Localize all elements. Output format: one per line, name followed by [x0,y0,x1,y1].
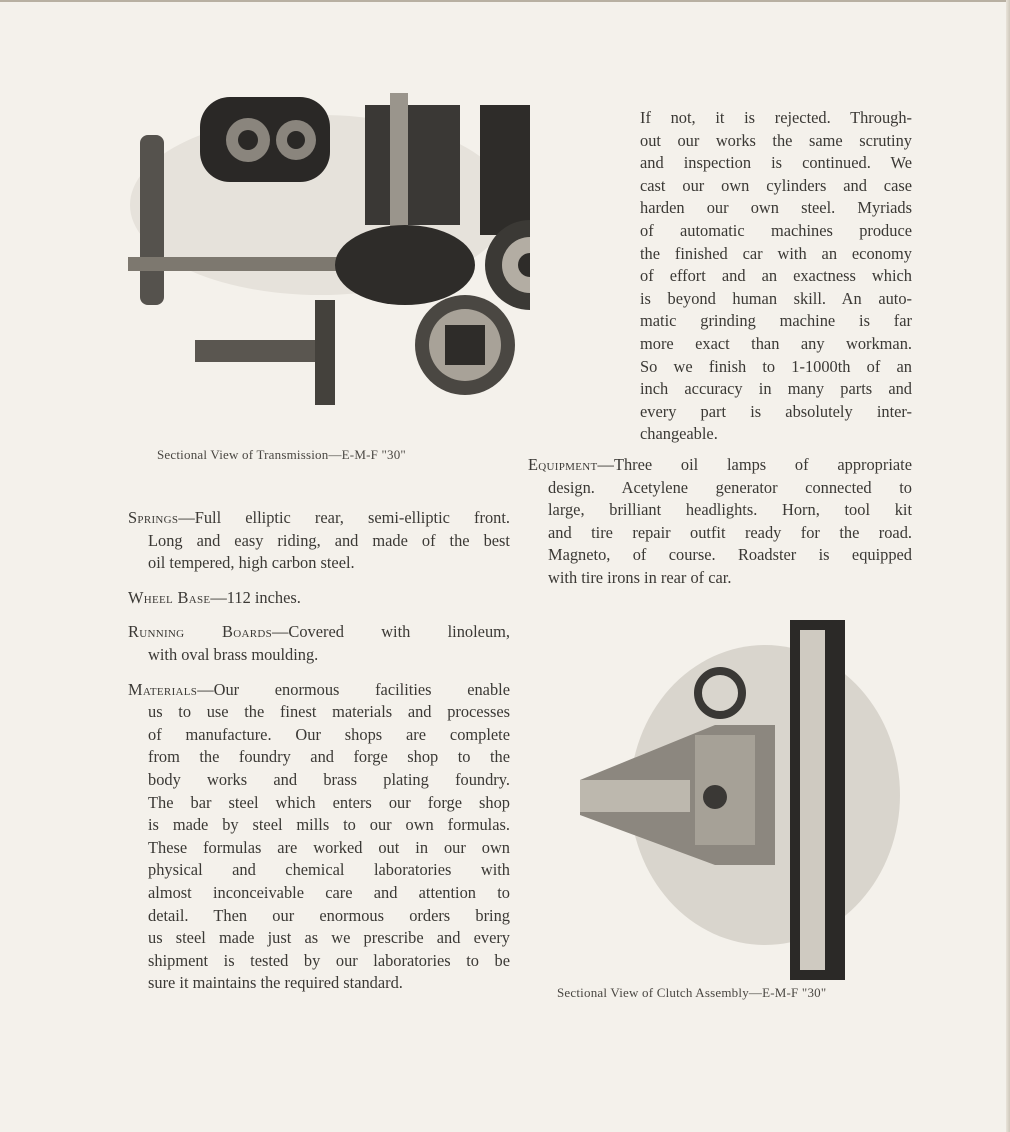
running-boards-paragraph-heading: Running Boards [128,622,273,642]
materials-paragraph-line: detail. Then our enormous orders bring [148,905,510,925]
materials-paragraph-text: —Our enormous facilities enable [197,679,510,699]
materials-paragraph-line: physical and chemical laboratories with [148,860,510,880]
wheel-base-paragraph-heading: Wheel Base [128,587,211,607]
wheel-base-paragraph [128,587,510,610]
materials-paragraph-line: us steel made just as we prescribe and every [148,928,510,948]
springs-paragraph-text: —Full elliptic rear, semi-elliptic front. [178,508,510,527]
materials-paragraph-line: These formulas are worked out in our own [148,837,510,857]
materials-paragraph-line: us to use the finest materials and processes [148,702,510,722]
inspection-paragraph-line: of effort and an exactness which [640,266,912,286]
inspection-paragraph-line: cast our own cylinders and case [640,175,912,195]
equipment-paragraph-line: with tire irons in rear of car. [548,567,732,587]
inspection-paragraph-line: changeable. [640,424,718,444]
springs-paragraph-line [128,507,510,530]
springs-paragraph-line: Long and easy riding, and made of the best [148,530,510,550]
inspection-paragraph-line: harden our own steel. Myriads [640,198,912,218]
inspection-paragraph-line: is beyond human skill. An auto- [640,288,912,308]
materials-paragraph-line: shipment is tested by our laboratories to be [148,950,510,970]
equipment-paragraph-line: Magneto, of course. Roadster is equipped [548,545,912,565]
materials-paragraph-heading: Materials [128,679,198,699]
page-right-edge [1006,0,1010,1132]
inspection-paragraph-line: more exact than any workman. [640,333,912,353]
materials-paragraph-line: almost inconceivable care and attention to [148,882,510,902]
running-boards-paragraph-text: —Covered with linoleum, [272,622,510,642]
running-boards-paragraph-line: with oval brass moulding. [148,644,319,664]
left-specs-column [128,507,510,1007]
inspection-paragraph [640,107,912,446]
inspection-paragraph-line: inch accuracy in many parts and [640,379,912,399]
equipment-paragraph [528,454,912,590]
inspection-paragraph-line: of automatic machines produce [640,220,912,240]
materials-paragraph-line: sure it maintains the required standard. [148,973,403,993]
running-boards-paragraph [128,621,510,666]
inspection-paragraph-line: matic grinding machine is far [640,311,912,331]
page-top-edge [0,0,1010,2]
equipment-paragraph-line: design. Acetylene generator connected to [548,477,912,497]
materials-paragraph-line: is made by steel mills to our own formulas. [148,815,510,835]
inspection-paragraph-line: every part is absolutely inter- [640,401,912,421]
springs-paragraph [128,507,510,575]
inspection-paragraph-line: So we finish to 1-1000th of an [640,356,912,376]
equipment-paragraph-line: large, brilliant headlights. Horn, tool kit [548,500,912,520]
materials-paragraph-line: body works and brass plating foundry. [148,769,510,789]
inspection-paragraph-line: out our works the same scrutiny [640,130,912,150]
wheel-base-paragraph-text: —112 inches. [210,587,301,607]
equipment-paragraph-text: —Three oil lamps of appropriate [597,455,912,474]
materials-paragraph-line: of manufacture. Our shops are complete [148,724,510,744]
inspection-paragraph-line: If not, it is rejected. Through- [640,108,912,127]
right-top-column [640,107,912,458]
materials-paragraph [128,679,510,995]
wheel-base-paragraph-line [128,587,510,610]
clutch-caption: Sectional View of Clutch Assembly—E-M-F "30" [557,985,827,1000]
springs-paragraph-heading: Springs [128,508,179,527]
transmission-caption: Sectional View of Transmission—E-M-F "30" [157,447,406,462]
equipment-paragraph-heading: Equipment [528,455,598,474]
inspection-paragraph-line: the finished car with an economy [640,243,912,263]
equipment-paragraph-line: and tire repair outfit ready for the road. [548,522,912,542]
clutch-illustration [575,615,905,985]
equipment-section [528,454,912,602]
materials-paragraph-line [128,679,510,702]
equipment-paragraph-line [528,454,912,477]
inspection-paragraph-line: and inspection is continued. We [640,153,912,173]
materials-paragraph-line: from the foundry and forge shop to the [148,747,510,767]
materials-paragraph-line: The bar steel which enters our forge shop [148,792,510,812]
transmission-illustration [120,85,530,415]
springs-paragraph-line: oil tempered, high carbon steel. [148,553,355,573]
running-boards-paragraph-line [128,621,510,644]
